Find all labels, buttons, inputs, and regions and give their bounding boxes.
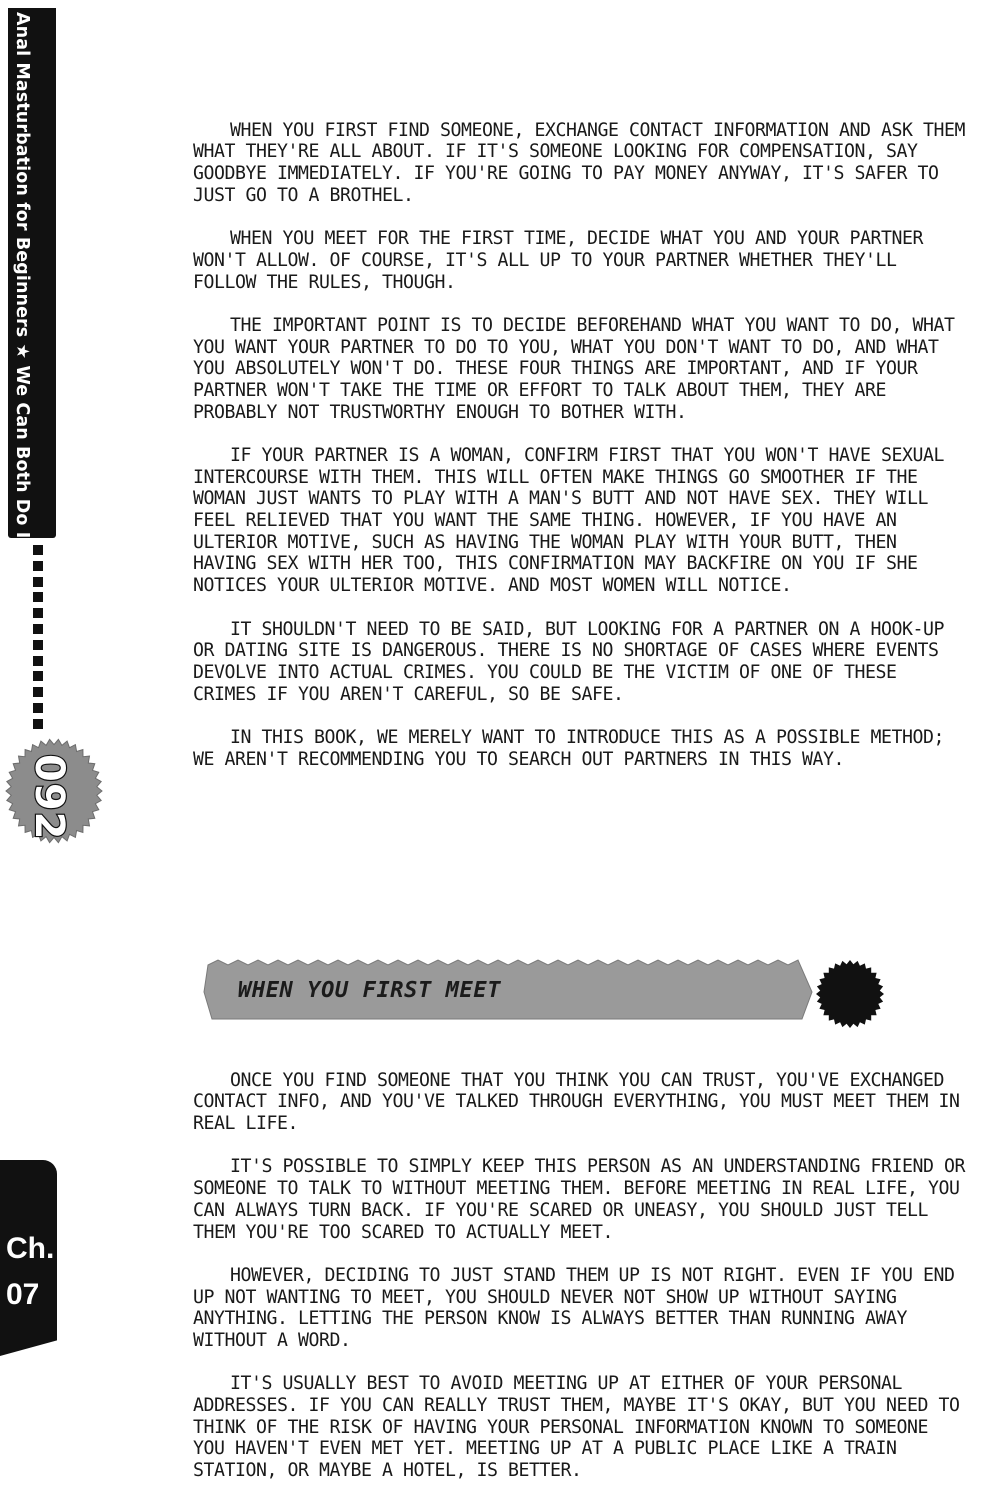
chapter-label: Ch. (6, 1232, 55, 1265)
body-text-top (193, 98, 968, 792)
book-title: Anal Masturbation for Beginners ★ We Can Both Do It Together! (12, 12, 32, 650)
body-text-bottom (193, 1048, 968, 1503)
chapter-number: 07 (6, 1278, 40, 1311)
paragraph: IF YOUR PARTNER IS A WOMAN, CONFIRM FIRST THAT YOU WON'T HAVE SEXUAL INTERCOURSE WITH THEM. THIS WILL OFTEN MAKE THINGS GO SMOOTHER IF THE WOMAN JUST WANTS TO PLAY WITH A MAN'S BUTT AND NOT HAVE SEX. THEY WILL FEEL RELIEVED THAT YOU WANT THE SAME THING. HOWEVER, IF YOU HAVE AN ULTERIOR MOTIVE, SUCH AS HAVING THE WOMAN PLAY WITH YOUR BUTT, THEN HAVING SEX WITH HER TOO, THIS CONFIRMATION MAY BACKFIRE ON YOU IF SHE NOTICES YOUR ULTERIOR MOTIVE. AND MOST WOMEN WILL NOTICE. (193, 445, 944, 597)
side-dots (33, 545, 45, 735)
paragraph: IT SHOULDN'T NEED TO BE SAID, BUT LOOKING FOR A PARTNER ON A HOOK-UP OR DATING SITE IS DANGEROUS. THERE IS NO SHORTAGE OF CASES WHERE EVENTS DEVOLVE INTO ACTUAL CRIMES. YOU COULD BE THE VICTIM OF ONE OF THESE CRIMES IF YOU AREN'T CAREFUL, SO BE SAFE. (193, 618, 944, 705)
paragraph: IN THIS BOOK, WE MERELY WANT TO INTRODUCE THIS AS A POSSIBLE METHOD; WE AREN'T RECOMMENDING YOU TO SEARCH OUT PARTNERS IN THIS WAY. (193, 726, 944, 770)
paragraph: ONCE YOU FIND SOMEONE THAT YOU THINK YOU CAN TRUST, YOU'VE EXCHANGED CONTACT INFO, AND YOU'VE TALKED THROUGH EVERYTHING, YOU MUST MEET THEM IN REAL LIFE. (193, 1069, 960, 1135)
paragraph: HOWEVER, DECIDING TO JUST STAND THEM UP IS NOT RIGHT. EVEN IF YOU END UP NOT WANTING TO MEET, YOU SHOULD NEVER NOT SHOW UP WITHOUT SAYING ANYTHING. LETTING THE PERSON KNOW IS ALWAYS BETTER THAN RUNNING AWAY WITHOUT A WORD. (193, 1264, 955, 1351)
paragraph: IT'S POSSIBLE TO SIMPLY KEEP THIS PERSON AS AN UNDERSTANDING FRIEND OR SOMEONE TO TALK TO WITHOUT MEETING THEM. BEFORE MEETING IN REAL LIFE, YOU CAN ALWAYS TURN BACK. IF YOU'RE SCARED OR UNEASY, YOU SHOULD JUST TELL THEM YOU'RE TOO SCARED TO ACTUALLY MEET. (193, 1156, 965, 1243)
page-number: 092 (26, 754, 72, 841)
section-title: WHEN YOU FIRST MEET (238, 978, 502, 1003)
paragraph: IT'S USUALLY BEST TO AVOID MEETING UP AT EITHER OF YOUR PERSONAL ADDRESSES. IF YOU CAN REALLY TRUST THEM, MAYBE IT'S OKAY, BUT YOU NEED TO THINK OF THE RISK OF HAVING YOUR PERSONAL INFORMATION KNOWN TO SOMEONE YOU HAVEN'T EVEN MET YET. MEETING UP AT A PUBLIC PLACE LIKE A TRAIN STATION, OR MAYBE A HOTEL, IS BETTER. (193, 1373, 960, 1482)
paragraph: WHEN YOU FIRST FIND SOMEONE, EXCHANGE CONTACT INFORMATION AND ASK THEM WHAT THEY'RE ALL ABOUT. IF IT'S SOMEONE LOOKING FOR COMPENSATION, SAY GOODBYE IMMEDIATELY. IF YOU'RE GOING TO PAY MONEY ANYWAY, IT'S SAFER TO JUST GO TO A BROTHEL. (193, 119, 965, 206)
paragraph: THE IMPORTANT POINT IS TO DECIDE BEFOREHAND WHAT YOU WANT TO DO, WHAT YOU WANT YOUR PARTNER TO DO TO YOU, WHAT YOU DON'T WANT TO DO, AND WHAT YOU ABSOLUTELY WON'T DO. THESE FOUR THINGS ARE IMPORTANT, AND IF YOUR PARTNER WON'T TAKE THE TIME OR EFFORT TO TALK ABOUT THEM, THEY ARE PROBABLY NOT TRUSTWORTHY ENOUGH TO BOTHER WITH. (193, 314, 955, 423)
section-bullet-seal (814, 959, 886, 1029)
paragraph: WHEN YOU MEET FOR THE FIRST TIME, DECIDE WHAT YOU AND YOUR PARTNER WON'T ALLOW. OF COURSE, IT'S ALL UP TO YOUR PARTNER WHETHER THEY'LL FOLLOW THE RULES, THOUGH. (193, 228, 923, 293)
